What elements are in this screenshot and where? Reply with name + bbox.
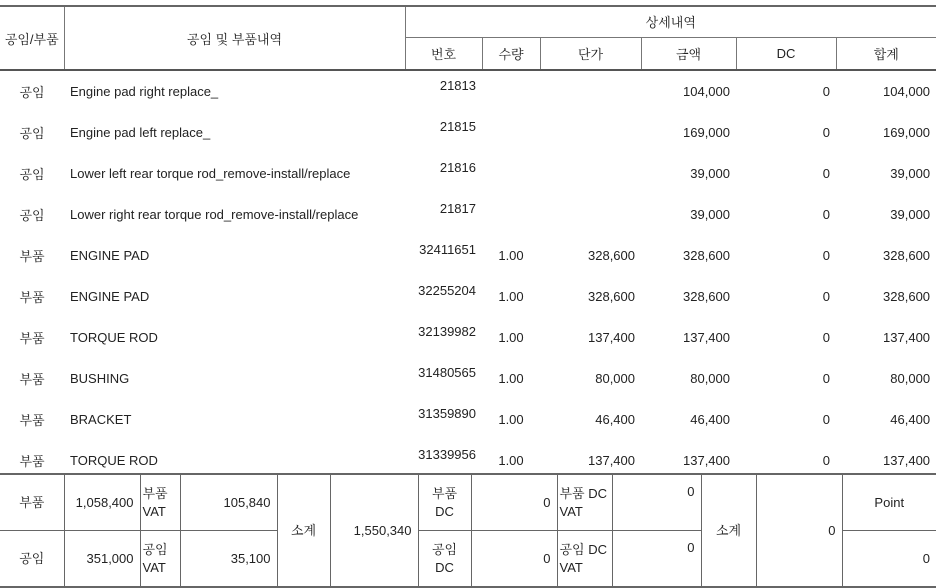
cell-qty [482,194,540,235]
header-dc: DC [736,37,836,70]
header-total: 합계 [836,37,936,70]
cell-dc: 0 [822,453,830,468]
cell-type: 공임 [19,208,45,223]
cell-qty: 1.00 [498,412,524,427]
cell-price: 137,400 [588,330,635,345]
cell-qty: 1.00 [498,371,524,386]
cell-amount: 39,000 [690,166,730,181]
cell-amount: 169,000 [683,125,730,140]
header-qty: 수량 [482,37,540,70]
cell-qty [482,112,540,153]
cell-desc: Lower left rear torque rod_remove-install/replace [70,166,351,181]
point-value: 0 [842,531,936,588]
cell-qty [482,153,540,194]
header-no: 번호 [405,37,482,70]
cell-no: 21815 [439,119,476,134]
cell-total: 137,400 [883,330,931,345]
cell-desc: Lower right rear torque rod_remove-install/replace [70,207,359,222]
cell-amount: 46,400 [690,412,730,427]
cell-total: 137,400 [883,453,931,468]
table-row [0,235,936,276]
cell-type: 부품 [19,249,45,264]
table-row [0,194,936,235]
cell-total: 46,400 [890,412,931,427]
cell-type: 공임 [19,126,45,141]
dc-subtotal-value: 0 [756,474,842,587]
cell-no: 31480565 [418,365,476,380]
cell-qty: 1.00 [498,248,524,263]
labor-dc-vat: 0 [612,531,701,588]
cell-no: 31339956 [418,447,476,462]
cell-amount: 328,600 [683,248,730,263]
cell-total: 104,000 [883,84,931,99]
cell-price [540,112,641,153]
cell-type: 부품 [19,290,45,305]
cell-no: 32255204 [418,283,476,298]
labor-dc: 0 [471,531,557,588]
cell-desc: Engine pad left replace_ [70,125,211,140]
subtotal-value: 1,550,340 [330,474,418,587]
cell-qty [482,70,540,112]
cell-dc: 0 [822,207,830,222]
cell-price [540,70,641,112]
cell-amount: 39,000 [690,207,730,222]
cell-amount: 137,400 [683,330,730,345]
parts-value: 1,058,400 [64,474,140,531]
cell-qty: 1.00 [498,289,524,304]
parts-dc-vat-label: 부품 DC VAT [557,474,612,531]
cell-desc: Engine pad right replace_ [70,84,219,99]
cell-desc: BUSHING [70,371,130,386]
header-type: 공임/부품 [0,6,64,70]
cell-type: 부품 [19,413,45,428]
cell-qty: 1.00 [498,453,524,468]
labor-value: 351,000 [64,531,140,588]
cell-price [540,194,641,235]
header-price: 단가 [540,37,641,70]
cell-total: 39,000 [890,207,931,222]
cell-no: 21816 [439,160,476,175]
cell-type: 부품 [19,454,45,469]
table-row [0,153,936,194]
cell-dc: 0 [822,84,830,99]
cell-dc: 0 [822,412,830,427]
parts-dc: 0 [471,474,557,531]
estimate-table [0,5,936,481]
cell-dc: 0 [822,289,830,304]
summary-table [0,473,936,588]
labor-vat: 35,100 [180,531,277,588]
cell-type: 부품 [19,372,45,387]
table-row [0,70,936,112]
table-row [0,112,936,153]
table-row [0,317,936,358]
cell-type: 공임 [19,167,45,182]
cell-price: 328,600 [588,289,635,304]
cell-price: 328,600 [588,248,635,263]
table-row [0,358,936,399]
header-amount: 금액 [641,37,736,70]
cell-qty: 1.00 [498,330,524,345]
cell-total: 80,000 [890,371,931,386]
cell-amount: 104,000 [683,84,730,99]
parts-vat-label: 부품 VAT [140,474,180,531]
cell-desc: TORQUE ROD [70,330,158,345]
cell-amount: 137,400 [683,453,730,468]
cell-type: 공임 [19,85,45,100]
labor-dc-label: 공임 DC [418,531,471,588]
cell-dc: 0 [822,125,830,140]
cell-dc: 0 [822,371,830,386]
header-desc: 공임 및 부품내역 [64,6,405,70]
cell-no: 21817 [439,201,476,216]
cell-total: 39,000 [890,166,931,181]
cell-dc: 0 [822,248,830,263]
table-row [0,399,936,440]
cell-type: 부품 [19,331,45,346]
cell-desc: TORQUE ROD [70,453,158,468]
cell-dc: 0 [822,166,830,181]
cell-total: 328,600 [883,248,931,263]
table-row [0,276,936,317]
parts-vat: 105,840 [180,474,277,531]
cell-dc: 0 [822,330,830,345]
subtotal-label: 소계 [277,474,330,587]
cell-amount: 328,600 [683,289,730,304]
cell-price: 137,400 [588,453,635,468]
cell-total: 328,600 [883,289,931,304]
dc-subtotal-label: 소계 [701,474,756,587]
cell-desc: ENGINE PAD [70,248,150,263]
cell-no: 31359890 [418,406,476,421]
cell-desc: ENGINE PAD [70,289,150,304]
labor-label: 공임 [0,531,64,588]
cell-desc: BRACKET [70,412,132,427]
cell-no: 32139982 [418,324,476,339]
cell-price [540,153,641,194]
parts-dc-label: 부품 DC [418,474,471,531]
header-detail: 상세내역 [405,6,936,37]
point-label: Point [842,474,936,531]
cell-price: 80,000 [595,371,635,386]
cell-price: 46,400 [595,412,635,427]
cell-amount: 80,000 [690,371,730,386]
labor-dc-vat-label: 공임 DC VAT [557,531,612,588]
cell-no: 21813 [439,78,476,93]
parts-dc-vat: 0 [612,474,701,531]
parts-label: 부품 [0,474,64,531]
labor-vat-label: 공임 VAT [140,531,180,588]
cell-total: 169,000 [883,125,931,140]
cell-no: 32411651 [419,242,476,257]
